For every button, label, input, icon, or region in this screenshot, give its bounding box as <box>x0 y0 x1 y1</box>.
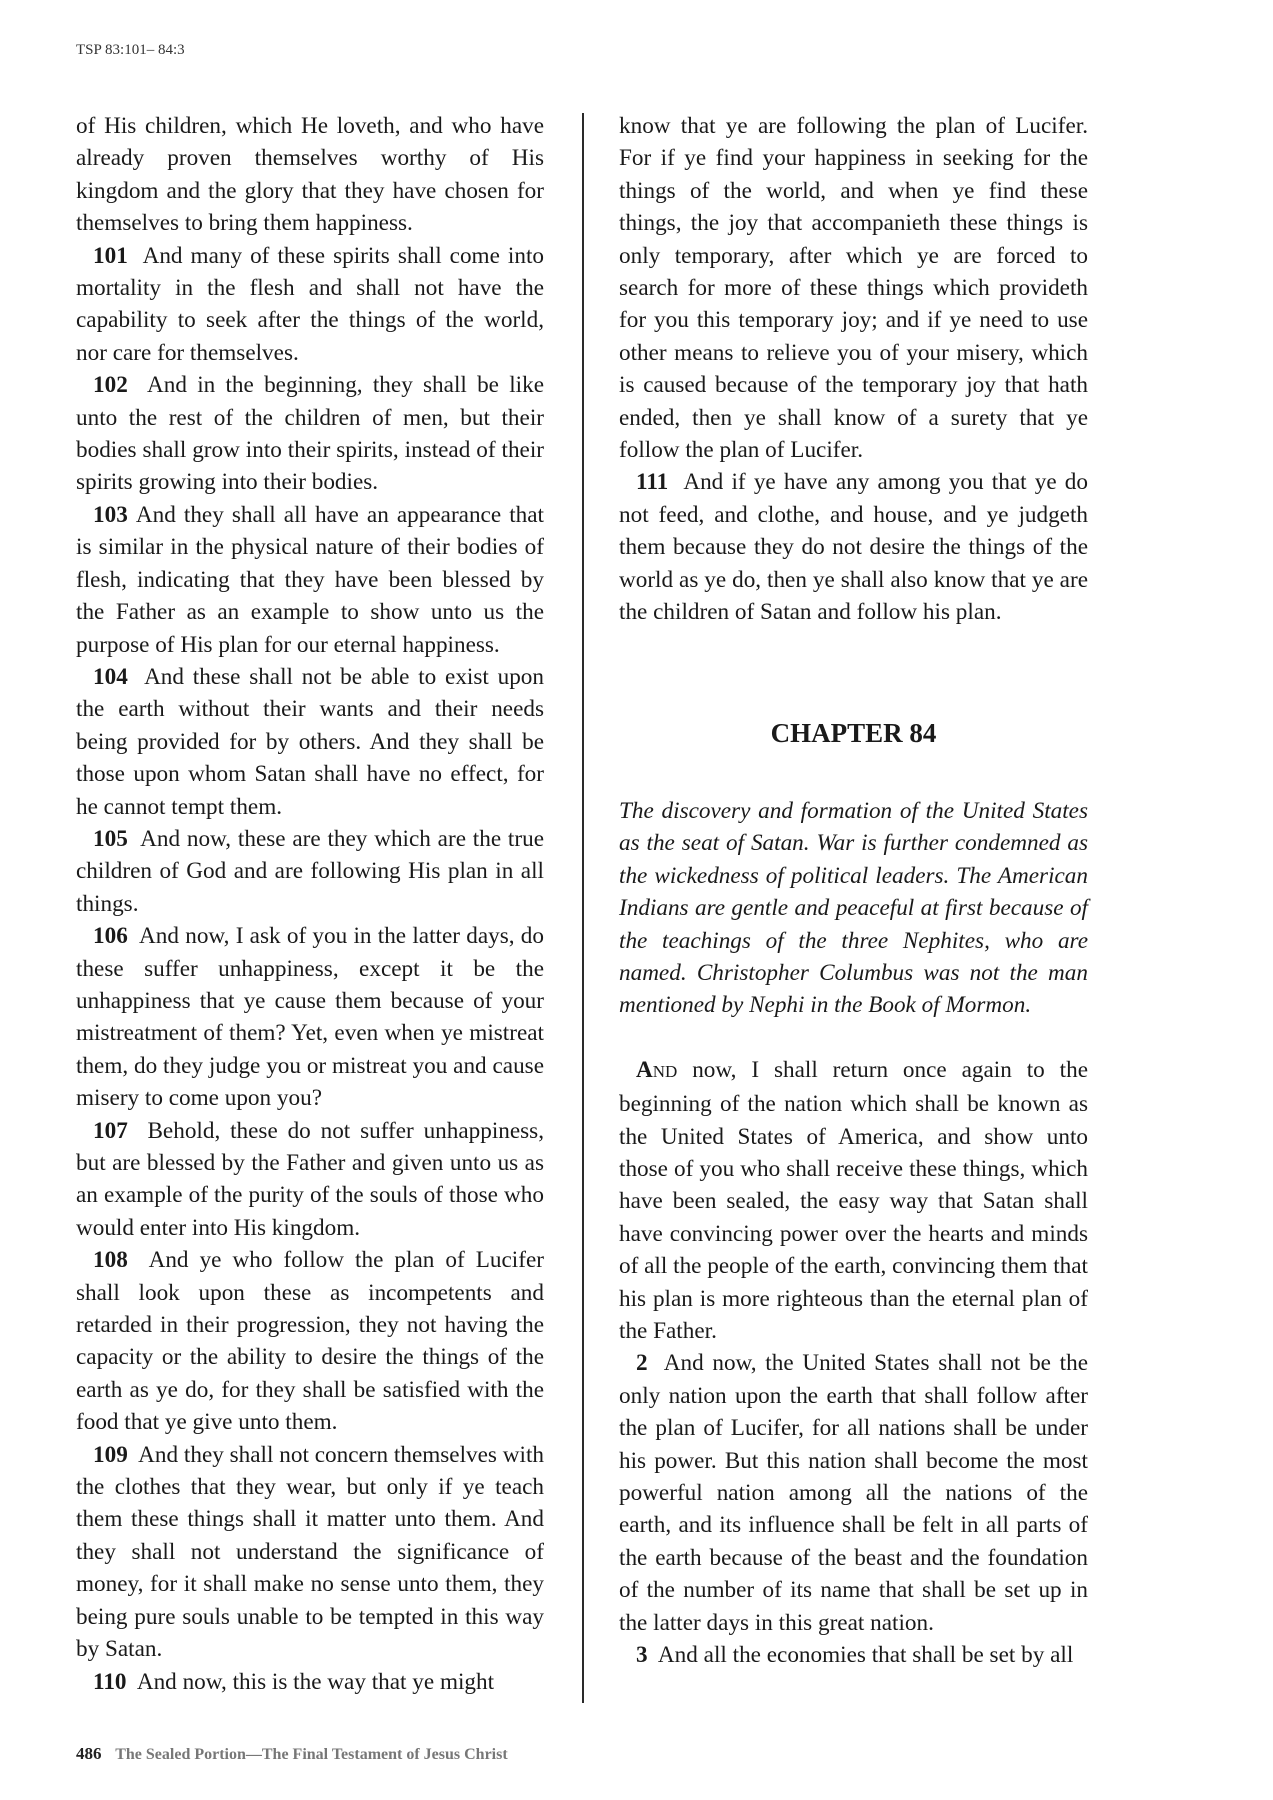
verse-106 <box>76 920 544 1114</box>
verse-102 <box>76 369 544 499</box>
verse-number: 103 <box>93 501 128 528</box>
verse-number: 110 <box>93 1668 127 1695</box>
verse-104 <box>76 661 544 823</box>
verse-107 <box>76 1115 544 1245</box>
verse-number: 109 <box>93 1441 128 1468</box>
book-title: The Sealed Portion—The Final Testament of Jesus Christ <box>115 1746 508 1763</box>
small-caps: ND <box>652 1061 678 1081</box>
verse-text: And in the beginning, they shall be like unto the rest of the children of men, but their bodies shall grow into their spirits, instead of their spirits growing into their bodies. <box>76 372 544 496</box>
verse-number: 106 <box>93 923 128 950</box>
verse-text: Behold, these do not suffer unhappiness, but are blessed by the Father and given unto us as an example of the purity of the souls of those who would enter into His kingdom. <box>76 1117 545 1241</box>
verse-number: 107 <box>93 1117 128 1144</box>
verse-number: 3 <box>636 1642 648 1669</box>
column-divider <box>582 113 584 1703</box>
verse-text: And now, the United States shall not be the only nation upon the earth that shall follow after the plan of Lucifer, for all nations shall be under his power. But this nation shall become the most powerful nation among all the nations of the earth, and its influence shall be felt in all parts of the earth because of the beast and the foundation of the number of its name that shall be set up in the latter days in this great nation. <box>619 1350 1088 1636</box>
verse-number: 108 <box>93 1247 128 1274</box>
verse-text: And they shall all have an appearance that is similar in the physical nature of their bodies of flesh, indicating that they have been blessed by the Father as an example to show unto us the purpose of His plan for our eternal happiness. <box>76 501 544 658</box>
verse-text: And now, these are they which are the true children of God and are following His plan in all things. <box>76 825 544 917</box>
verse-2 <box>619 1347 1088 1639</box>
verse-text: And ye who follow the plan of Lucifer shall look upon these as incompetents and retarded in their progression, they not having the capacity or the ability to desire the things of the earth as ye do, for they shall be satisfied with the food that ye give unto them. <box>76 1247 544 1436</box>
page-number: 486 <box>76 1744 102 1763</box>
drop-cap: A <box>636 1056 653 1083</box>
verse-text: And all the economies that shall be set by all <box>657 1642 1074 1669</box>
verse-text: And these shall not be able to exist upon the earth without their wants and their needs being provided for by others. And they shall be those upon whom Satan shall have no effect, for he cannot tempt them. <box>76 663 544 820</box>
chapter-title: CHAPTER 84 <box>770 717 937 748</box>
verse-text: And if ye have any among you that ye do not feed, and clothe, and house, and ye judgeth them because they do not desire the things of the world as ye do, then ye shall also know that ye are the children of Satan and follow his plan. <box>619 469 1088 626</box>
left-column <box>76 110 544 1698</box>
verse-text: And now, I ask of you in the latter days, do these suffer unhappiness, except it be the unhappiness that ye cause them because of your mistreatment of them? Yet, even when ye mistreat them, do they judge you or mistreat you and cause misery to come upon you? <box>76 923 544 1112</box>
verse-1 <box>619 1054 1088 1348</box>
verse-number: 102 <box>93 372 128 399</box>
verse-103 <box>76 499 544 661</box>
verse-text: And they shall not concern themselves with the clothes that they wear, but only if ye teach them these things shall it matter unto them. And they shall not understand the significance of money, for it shall make no sense unto them, they being pure souls unable to be tempted in this way by Satan. <box>76 1441 544 1663</box>
verse-3 <box>619 1639 1088 1671</box>
verse-number: 2 <box>636 1350 648 1377</box>
verse-number: 104 <box>93 663 128 690</box>
verse-text: And many of these spirits shall come into mortality in the flesh and shall not have the capability to seek after the things of the world, nor care for themselves. <box>76 242 544 366</box>
running-header: TSP 83:101– 84:3 <box>76 42 185 58</box>
chapter-summary: The discovery and formation of the United States as the seat of Satan. War is further condemned as the wickedness of political leaders. The American Indians are gentle and peaceful at first because of the teachings of the three Nephites, who are named. Christopher Columbus was not the man mentioned by Nephi in the Book of Mormon. <box>619 797 1088 1019</box>
verse-101 <box>76 240 544 370</box>
continued-paragraph: of His children, which He loveth, and who have already proven themselves worthy of His kingdom and the glory that they have chosen for themselves to bring them happiness. <box>76 113 544 237</box>
page-footer <box>76 1744 508 1764</box>
verse-number: 105 <box>93 825 128 852</box>
verse-110 <box>76 1666 544 1698</box>
verse-111 <box>619 466 1088 628</box>
verse-number: 111 <box>636 469 669 496</box>
continued-paragraph: know that ye are following the plan of Lucifer. For if ye find your happiness in seeking for the things of the world, and when ye find these things, the joy that accompanieth these things is only temporary, after which ye are forced to search for more of these things which provideth for you this temporary joy; and if ye need to use other means to relieve you of your misery, which is caused because of the temporary joy that hath ended, then ye shall know of a surety that ye follow the plan of Lucifer. <box>619 113 1088 464</box>
verse-number: 101 <box>93 242 128 269</box>
verse-text: And now, this is the way that ye might <box>136 1668 495 1695</box>
verse-108 <box>76 1244 544 1438</box>
verse-105 <box>76 823 544 920</box>
verse-109 <box>76 1439 544 1666</box>
verse-text: now, I shall return once again to the beginning of the nation which shall be known as the United States of America, and show unto those of you who shall receive these things, which have been sealed, the easy way that Satan shall have convincing power over the hearts and minds of all the people of the earth, convincing them that his plan is more righteous than the eternal plan of the Father. <box>619 1056 1088 1344</box>
right-column <box>619 110 1088 1671</box>
